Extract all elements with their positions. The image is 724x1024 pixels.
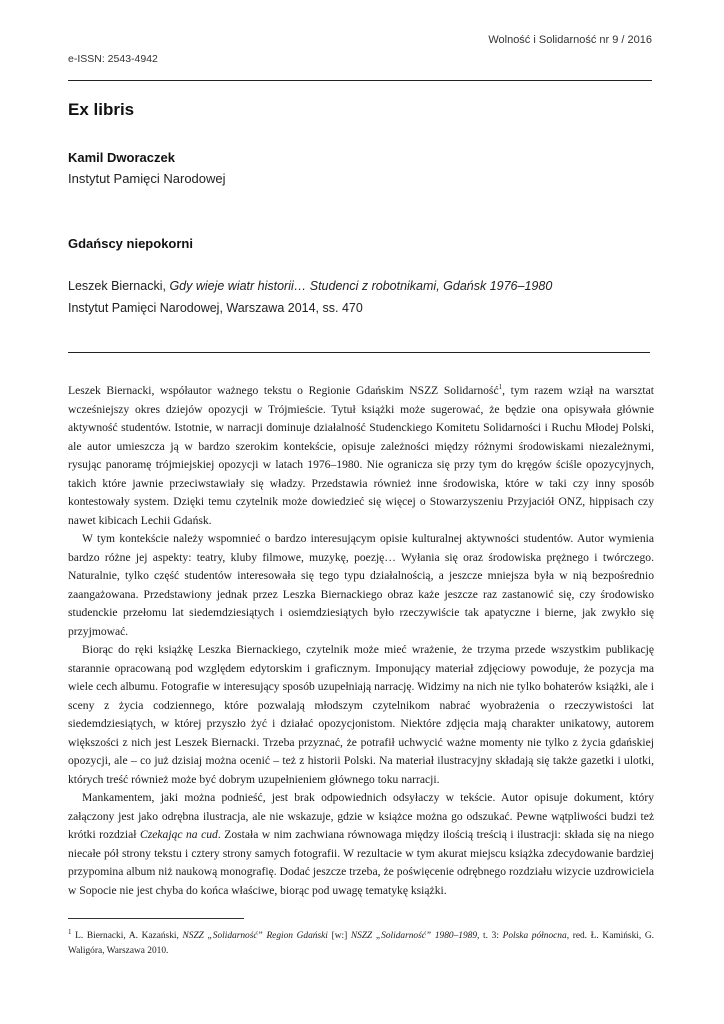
footnote: $^1$ L. Biernacki, A. Kazański, NSZZ „Solidarność” Region Gdański [w:] NSZZ „Solidarność” 1980–1989, t. 3: Polska północna, red. Ł. Kamiński, G. Waligóra, Warszawa 2010. bbox=[68, 927, 654, 956]
section-title: Ex libris bbox=[68, 100, 135, 119]
book-title: Gdy wieje wiatr historii… Studenci z robotnikami, Gdańsk 1976–1980 bbox=[169, 279, 553, 293]
journal-issue-header: Wolność i Solidarność nr 9 / 2016 bbox=[488, 34, 652, 46]
header-divider bbox=[68, 352, 650, 353]
paragraph-1: Leszek Biernacki, współautor ważnego tekstu o Regionie Gdańskim NSZZ Solidarność$^1$, tym razem wziął na warsztat wcześniejszy okres dziejów opozycji w Trójmieście. Tytuł książki może sugerować, że będzie ona opisywała głównie aktywność studentów. Istotnie, w narracji dominuje działalność Studenckiego Komitetu Solidarności i Ruchu Młodej Polski, ale autor umieszcza ją w bardzo szerokim kontekście, opisuje zależności między różnymi środowiskami niezależnymi, rysując panoramę trójmiejskiej opozycji w latach 1976–1980. Nie ogranicza się przy tym do kręgów ściśle opozycyjnych, takich które jawnie przeciwstawiały się władzy. Przedstawia również inne środowiska, które w taki czy inny sposób kontestowały system. Dzięki temu czytelnik może dowiedzieć się więcej o Stowarzyszeniu Przyjaciół ONZ, hippisach czy nawet kibicach Lechii Gdańsk. bbox=[68, 383, 655, 527]
book-author: Leszek Biernacki, bbox=[68, 279, 170, 293]
paragraph-4: Mankamentem, jaki można podnieść, jest brak odpowiednich odsyłaczy w tekście. Autor opisuje dokument, który załączony jest jako odrębna ilustracja, ale nie wskazuje, gdzie w książce można go odszukać. Pewne wątpliwości budzi też krótki rozdział Czekając na cud. Została w nim zachwiana równowaga między ilością treścią i ilustracji: składa się na niego niecałe pół strony tekstu i cztery strony samych fotografii. W rezultacie w tym akurat miejscu książka zdecydowanie bardziej przypomina album niż naukową monografię. Dodać jeszcze trzeba, że poświęcenie odrębnego rozdziału wizycie uzdrowiciela w Sopocie nie jest chyba do końca właściwe, biorąc pod uwagę tematykę książki. bbox=[68, 791, 655, 897]
book-publisher: Instytut Pamięci Narodowej, Warszawa 2014, ss. 470 bbox=[68, 301, 363, 315]
review-author: Kamil Dworaczek bbox=[68, 150, 175, 165]
review-title: Gdańscy niepokorni bbox=[68, 236, 193, 251]
top-divider bbox=[68, 80, 652, 81]
author-affiliation: Instytut Pamięci Narodowej bbox=[68, 171, 226, 186]
footnote-number: 1 bbox=[68, 927, 72, 936]
paragraph-2: W tym kontekście należy wspomnieć o bardzo interesującym opisie kulturalnej aktywności studentów. Autor wymienia bardzo różne jej aspekty: teatry, kluby filmowe, muzykę, poezję… Wyłania się oraz środowiska prężnego i twórczego. Naturalnie, tylko część studentów interesowała się tego typu działalnością, a jeszcze mniejsza była w nią bezpośrednio zaangażowana. Przedstawiony jednak przez Leszka Biernackiego obraz każe jeszcze raz zastanowić się, czy środowisko studenckie przełomu lat siedemdziesiątych i osiemdziesiątych było rzeczywiście tak apatyczne i bierne, jak zwykło się przyjmować. bbox=[68, 532, 654, 638]
article-body bbox=[68, 382, 654, 900]
footnote-ref[interactable]: 1 bbox=[498, 383, 503, 392]
book-citation-line1 bbox=[68, 279, 552, 293]
paragraph-3: Biorąc do ręki książkę Leszka Biernackiego, czytelnik może mieć wrażenie, że trzyma przede wszystkim publikację starannie opracowaną pod względem edytorskim i graficznym. Imponujący materiał zdjęciowy powoduje, że pozycja ma wiele cech albumu. Fotografie w interesujący sposób uzupełniają narrację. Widzimy na nich nie tylko bohaterów książki, ale i sceny z życia codziennego, które pozwalają młodszym czytelnikom nabrać wyobrażenia o rzeczywistości lat siedemdziesiątych, w której przyszło żyć i działać opozycjonistom. Niektóre zdjęcia mają charakter unikatowy, autorem większości z nich jest Leszek Biernacki. Trzeba przyznać, że potrafił uchwycić ważne momenty nie tylko z życia gdańskiej opozycji, ale – co już dzisiaj można ocenić – też z historii Polski. Na materiał ilustracyjny składają się także gazetki i ulotki, których treść również może być dobrym uzupełnieniem głównego toku narracji. bbox=[68, 643, 654, 786]
issn-label: e-ISSN: 2543-4942 bbox=[68, 53, 158, 65]
chapter-title-italic: Czekając na cud bbox=[140, 828, 218, 841]
footnote-divider bbox=[68, 918, 244, 919]
